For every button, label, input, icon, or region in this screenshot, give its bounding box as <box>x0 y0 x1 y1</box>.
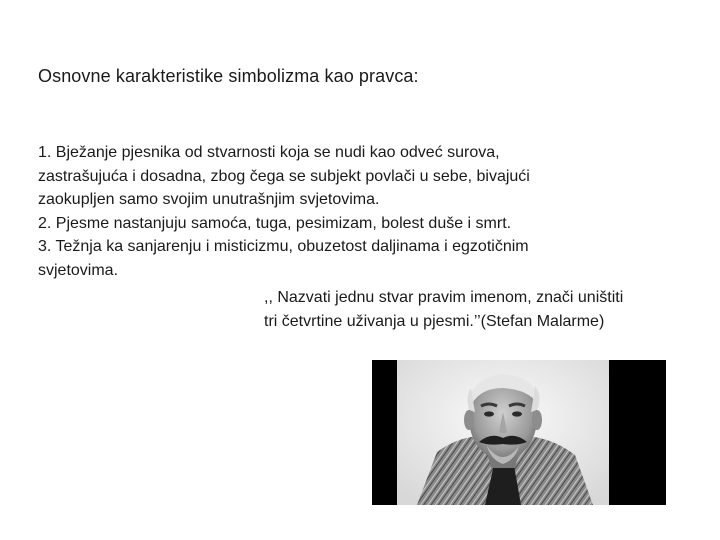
portrait-image <box>397 360 609 505</box>
body-line: zaokupljen samo svojim unutrašnjim svjetovima. <box>38 191 380 208</box>
body-line: 1. Bježanje pjesnika od stvarnosti koja se nudi kao odveć surova, <box>38 144 500 161</box>
quote-line: ,, Nazvati jednu stvar pravim imenom, znači uništiti <box>264 289 624 306</box>
portrait-photo <box>372 360 666 505</box>
body-line: 3. Težnja ka sanjarenju i misticizmu, obuzetost daljinama i egzotičnim <box>38 238 529 255</box>
quote <box>264 286 704 333</box>
body-text <box>38 141 678 282</box>
body-line: 2. Pjesme nastanjuju samoća, tuga, pesimizam, bolest duše i smrt. <box>38 214 512 232</box>
body-line: zastrašujuća i dosadna, zbog čega se subjekt povlači u sebe, bivajući <box>38 167 530 185</box>
quote-line: tri četvrtine uživanja u pjesmi.’’(Stefan Malarme) <box>264 312 605 330</box>
portrait-illustration <box>397 360 609 505</box>
slide-title: Osnovne karakteristike simbolizma kao pravca: <box>38 66 419 86</box>
body-line: svjetovima. <box>38 261 119 279</box>
